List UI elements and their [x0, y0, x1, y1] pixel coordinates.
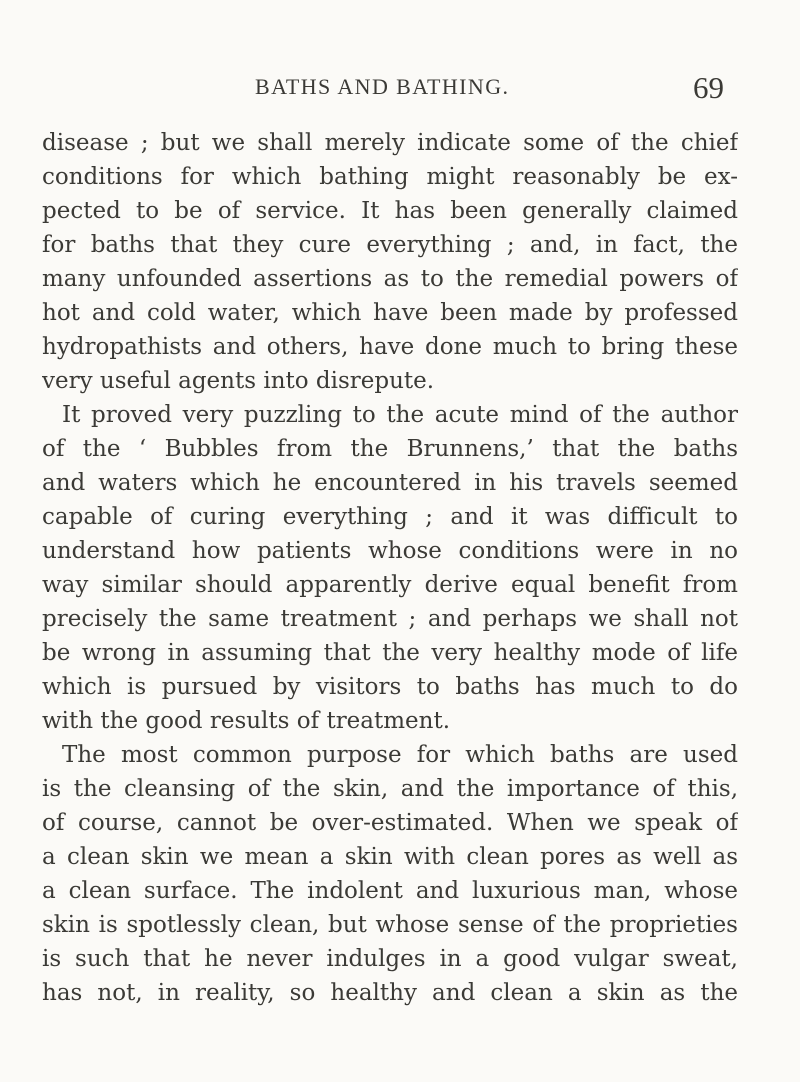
text-line: skin is spotlessly clean, but whose sense of the proprieties [42, 912, 738, 938]
text-line: a clean skin we mean a skin with clean pores as well as [42, 844, 738, 870]
text-line: which is pursued by visitors to baths has much to do [42, 674, 738, 700]
text-line: hydropathists and others, have done much to bring these [42, 334, 738, 360]
text-line: of course, cannot be over-estimated. When we speak of [42, 810, 738, 836]
text-line: of the ‘ Bubbles from the Brunnens,’ that the baths [42, 436, 738, 462]
text-line: be wrong in assuming that the very healthy mode of life [42, 640, 738, 666]
text-line: way similar should apparently derive equal benefit from [42, 572, 738, 598]
text-line: many unfounded assertions as to the remedial powers of [42, 266, 738, 292]
running-head: BATHS AND BATHING. [255, 74, 510, 99]
text-line: understand how patients whose conditions were in no [42, 538, 738, 564]
text-line: capable of curing everything ; and it was difficult to [42, 504, 738, 530]
text-line: and waters which he encountered in his travels seemed [42, 470, 738, 496]
text-line: for baths that they cure everything ; and, in fact, the [42, 232, 738, 258]
text-line: The most common purpose for which baths are used [62, 742, 738, 768]
text-line: precisely the same treatment ; and perhaps we shall not [42, 606, 738, 632]
text-line: hot and cold water, which have been made by professed [42, 300, 738, 326]
text-line: very useful agents into disrepute. [42, 368, 435, 394]
text-line: disease ; but we shall merely indicate some of the chief [42, 130, 738, 156]
text-line: It proved very puzzling to the acute mind of the author [62, 402, 738, 428]
text-line: pected to be of service. It has been generally claimed [42, 198, 738, 224]
page-number: 69 [693, 70, 724, 105]
text-line: a clean surface. The indolent and luxurious man, whose [42, 878, 738, 904]
text-line: is the cleansing of the skin, and the importance of this, [42, 776, 738, 802]
text-line: with the good results of treatment. [42, 708, 451, 734]
text-line: is such that he never indulges in a good vulgar sweat, [42, 946, 738, 972]
text-line: has not, in reality, so healthy and clean a skin as the [42, 980, 738, 1006]
text-line: conditions for which bathing might reasonably be ex- [42, 164, 738, 190]
